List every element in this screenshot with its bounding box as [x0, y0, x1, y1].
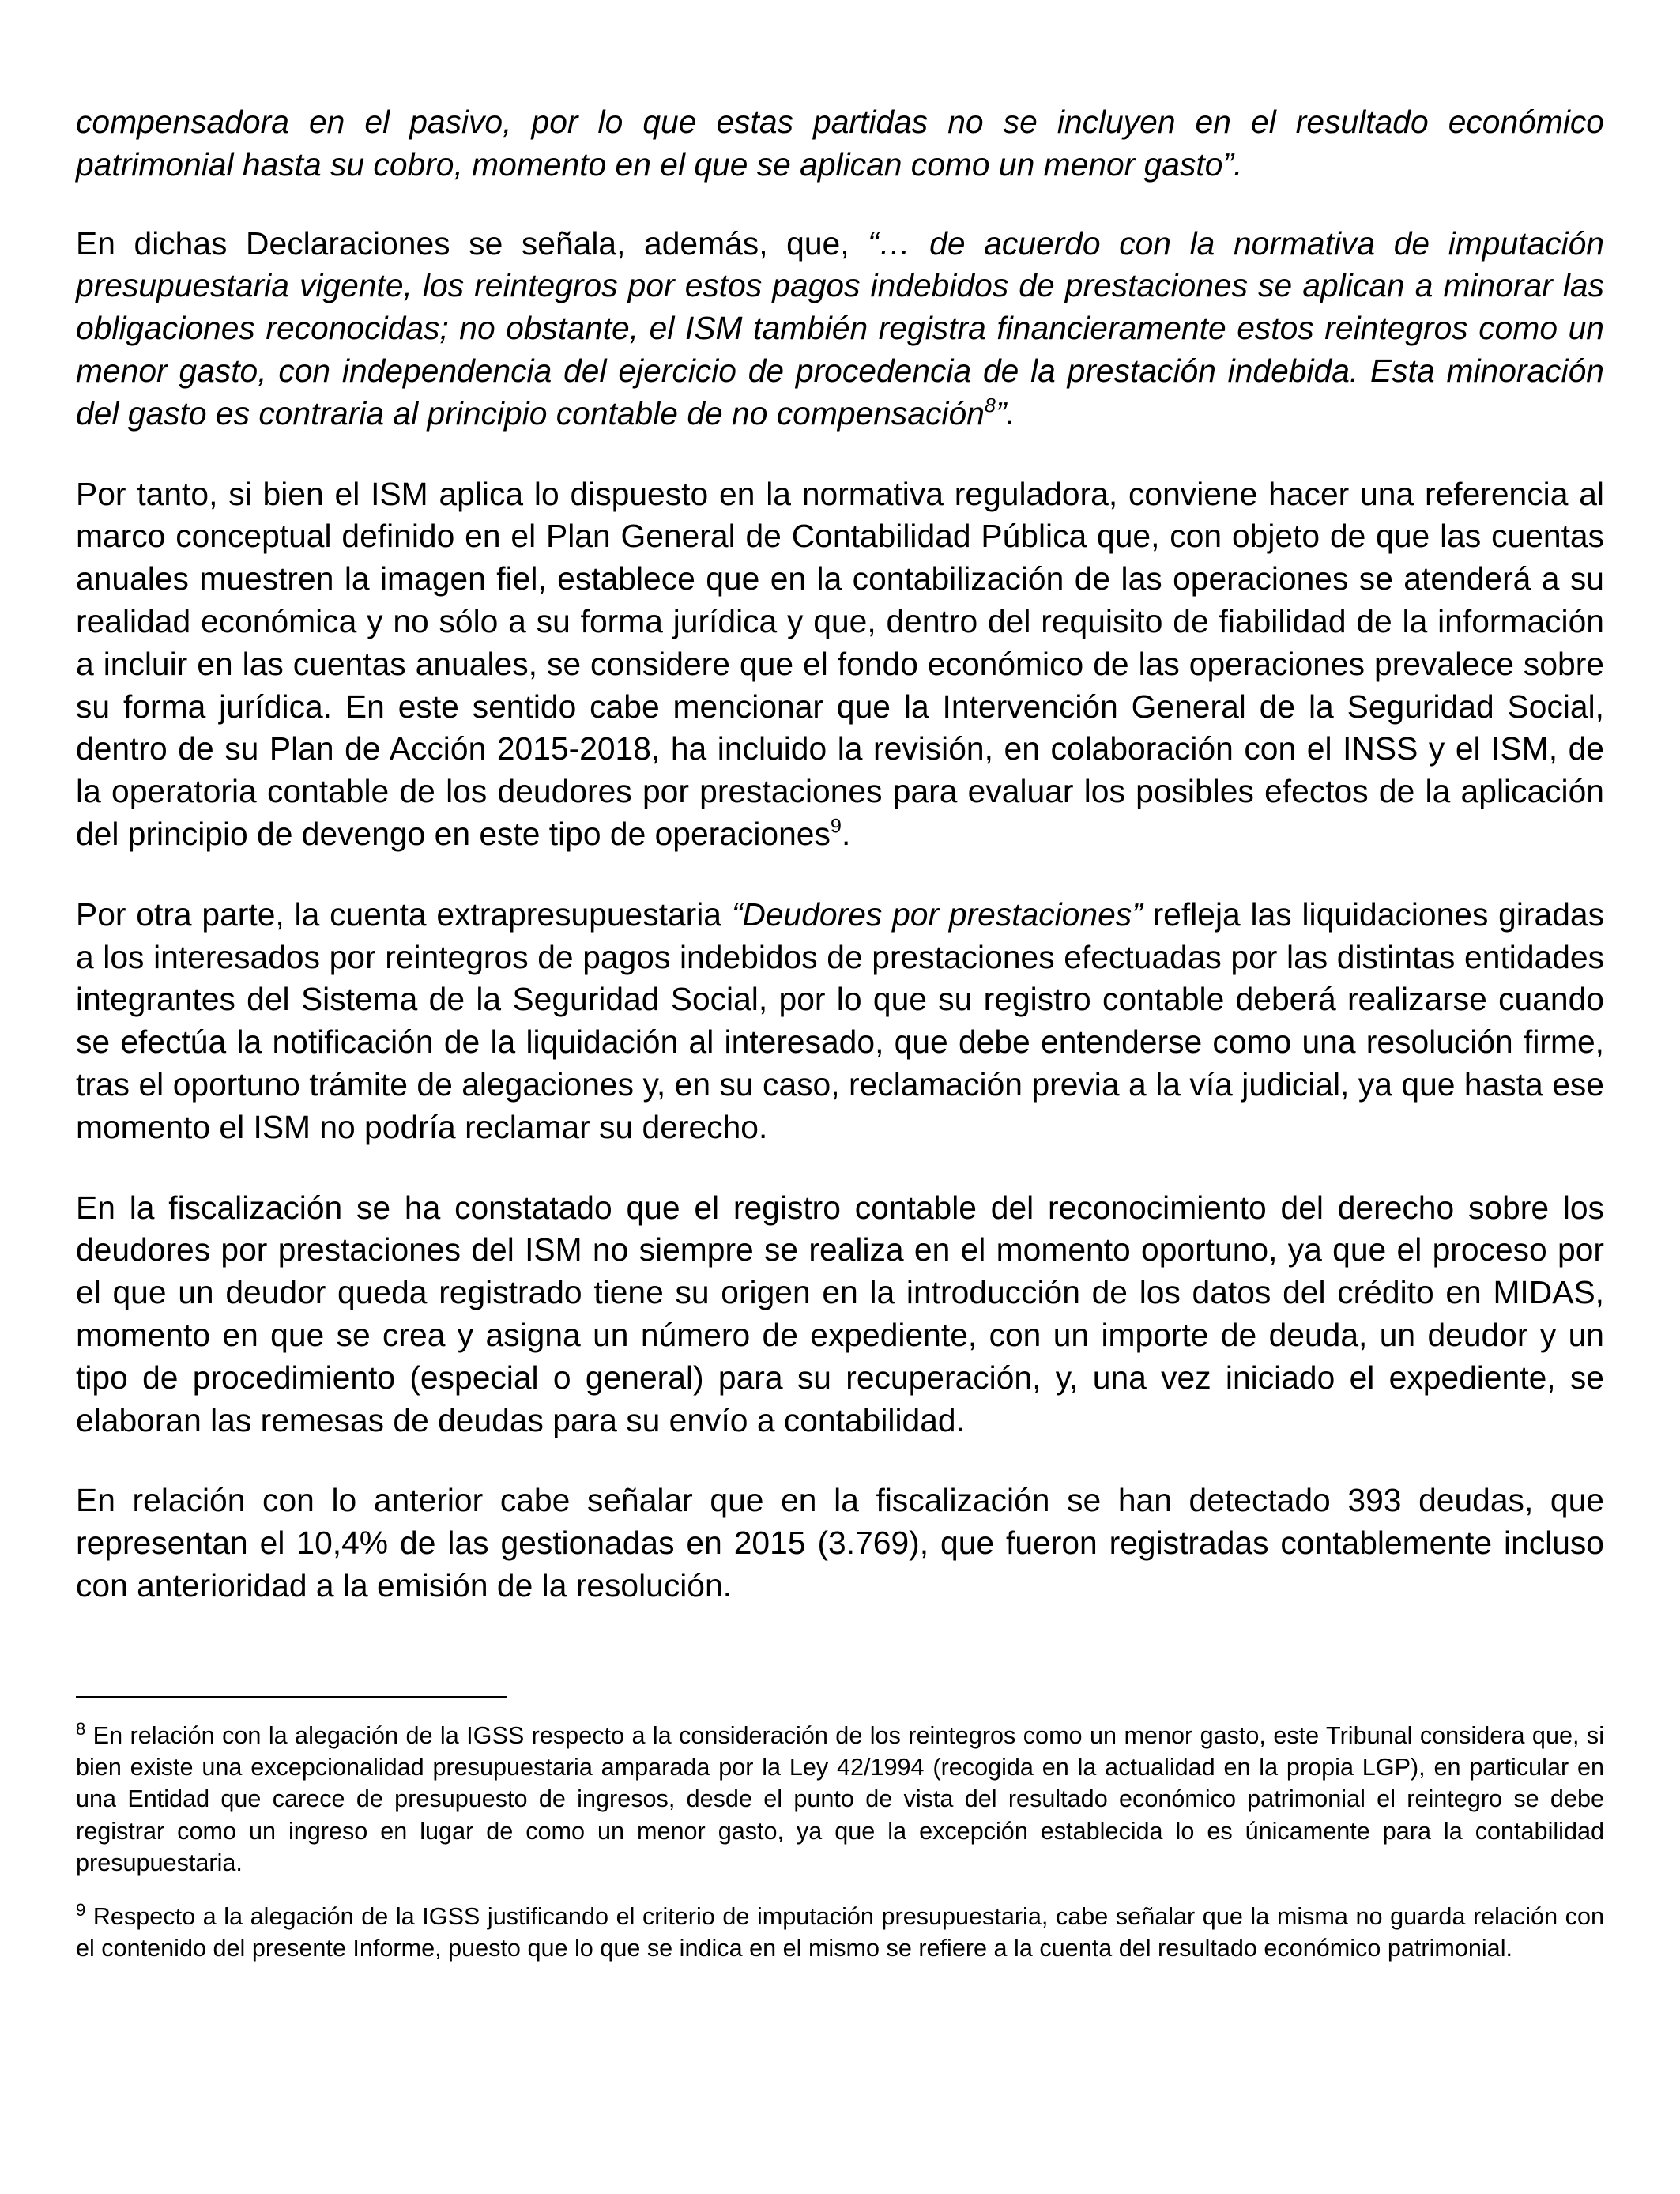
paragraph-2-quote: “… de acuerdo con la normativa de imputación presupuestaria vigente, los reintegros por estos pagos indebidos de prestaciones se aplican a minorar las obligaciones reconocidas; no obstante, el ISM también registra financieramente estos reintegros como un menor gasto, con independencia del ejercicio de procedencia de la prestación indebida. Esta minoración del gasto es contraria al principio contable de no compensación: [76, 224, 1604, 432]
paragraph-6: En relación con lo anterior cabe señalar que en la fiscalización se han detectado 393 deudas, que representan el 10,4% de las gestionadas en 2015 (3.769), que fueron registradas contablemente incluso con anterioridad a la emisión de la resolución.: [76, 1482, 1604, 1604]
paragraph-4-quote: “Deudores por prestaciones”: [731, 895, 1143, 933]
document-body: [76, 101, 1604, 1646]
footnote-8: [76, 1720, 1604, 1879]
footnote-9-text: Respecto a la alegación de la IGSS justificando el criterio de imputación presupuestaria, cabe señalar que la misma no guarda relación con el contenido del presente Informe, puesto que lo que se indica en el mismo se refiere a la cuenta del resultado económico patrimonial.: [76, 1903, 1604, 1962]
footnote-ref-9[interactable]: 9: [830, 815, 842, 838]
paragraph-5: En la fiscalización se ha constatado que el registro contable del reconocimiento del derecho sobre los deudores por prestaciones del ISM no siempre se realiza en el momento oportuno, ya que el proceso por el que un deudor queda registrado tiene su origen en la introducción de los datos del crédito en MIDAS, momento en que se crea y asigna un número de expediente, con un importe de deuda, un deudor y un tipo de procedimiento (especial o general) para su recuperación, y, una vez iniciado el expediente, se elaboran las remesas de deudas para su envío a contabilidad.: [76, 1189, 1604, 1438]
paragraph-2-quote-end: ”.: [995, 394, 1015, 432]
footnote-8-number: 8: [76, 1718, 86, 1739]
paragraph-4: [76, 894, 1604, 1149]
paragraph-1: compensadora en el pasivo, por lo que estas partidas no se incluyen en el resultado económico patrimonial hasta su cobro, momento en el que se aplican como un menor gasto”.: [76, 104, 1604, 183]
paragraph-3-end: .: [841, 815, 851, 852]
paragraph-2: [76, 223, 1604, 435]
footnote-9-number: 9: [76, 1900, 86, 1920]
footnote-ref-8[interactable]: 8: [984, 394, 996, 417]
paragraph-4-intro: Por otra parte, la cuenta extrapresupuestaria: [76, 895, 732, 933]
paragraph-2-intro: En dichas Declaraciones se señala, además, que,: [76, 224, 868, 262]
paragraph-3-text: Por tanto, si bien el ISM aplica lo dispuesto en la normativa reguladora, conviene hacer una referencia al marco conceptual definido en el Plan General de Contabilidad Pública que, con objeto de que las cuentas anuales muestren la imagen fiel, establece que en la contabilización de las operaciones se atenderá a su realidad económica y no sólo a su forma jurídica y que, dentro del requisito de fiabilidad de la información a incluir en las cuentas anuales, se considere que el fondo económico de las operaciones prevalece sobre su forma jurídica. En este sentido cabe mencionar que la Intervención General de la Seguridad Social, dentro de su Plan de Acción 2015-2018, ha incluido la revisión, en colaboración con el INSS y el ISM, de la operatoria contable de los deudores por prestaciones para evaluar los posibles efectos de la aplicación del principio de devengo en este tipo de operaciones: [76, 475, 1604, 852]
footnotes: [76, 1720, 1604, 1986]
footnote-9: [76, 1901, 1604, 1964]
footnote-8-text: En relación con la alegación de la IGSS respecto a la consideración de los reintegros como un menor gasto, este Tribunal considera que, si bien existe una excepcionalidad presupuestaria amparada por la Ley 42/1994 (recogida en la actualidad en la propia LGP), en particular en una Entidad que carece de presupuesto de ingresos, desde el punto de vista del resultado económico patrimonial el reintegro se debe registrar como un ingreso en lugar de como un menor gasto, ya que la excepción establecida lo es únicamente para la contabilidad presupuestaria.: [76, 1722, 1604, 1876]
paragraph-4-rest: refleja las liquidaciones giradas a los interesados por reintegros de pagos indebidos de prestaciones efectuadas por las distintas entidades integrantes del Sistema de la Seguridad Social, por lo que su registro contable deberá realizarse cuando se efectúa la notificación de la liquidación al interesado, que debe entenderse como una resolución firme, tras el oportuno trámite de alegaciones y, en su caso, reclamación previa a la vía judicial, ya que hasta ese momento el ISM no podría reclamar su derecho.: [76, 895, 1604, 1145]
paragraph-3: [76, 473, 1604, 856]
footnote-separator: [76, 1696, 507, 1698]
